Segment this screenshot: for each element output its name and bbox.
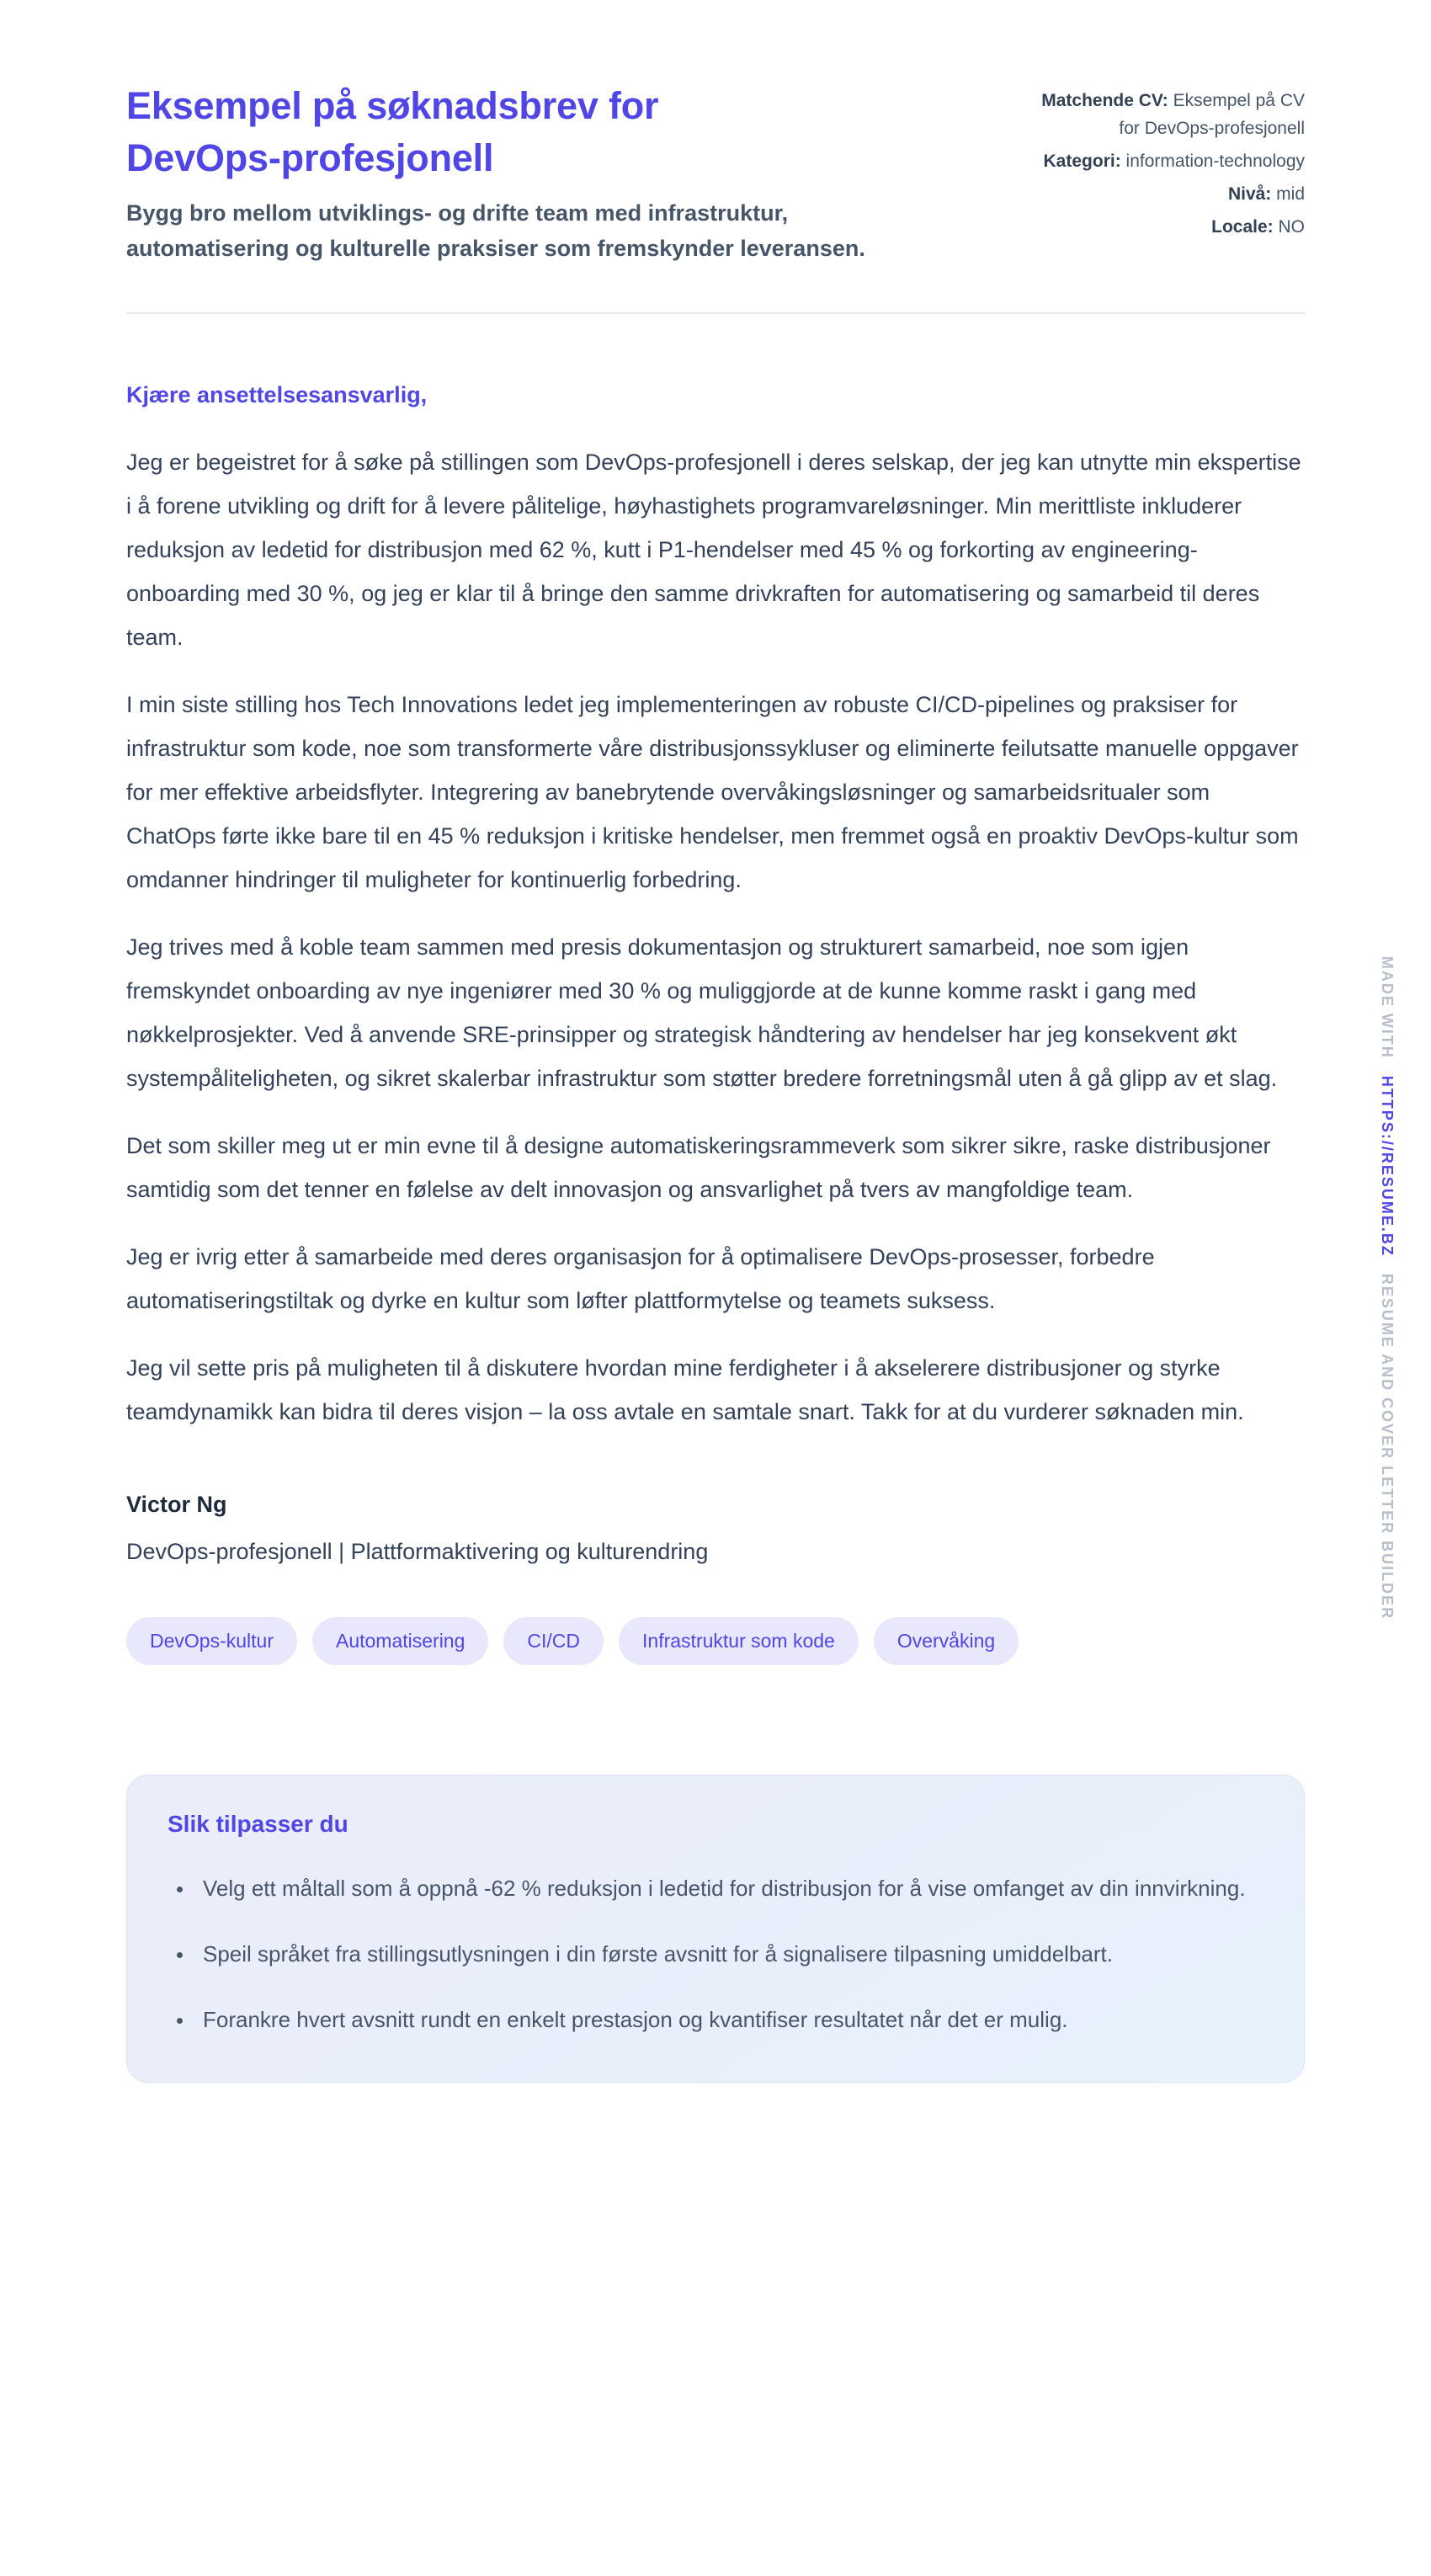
letter-paragraph-5: Jeg er ivrig etter å samarbeide med deres organisasjon for å optimalisere DevOps-prosesser, forbedre automatiseringstiltak og dyrke en kultur som løfter plattformytelse og teamets suksess. [126, 1243, 1155, 1313]
letter-paragraph-6: Jeg vil sette pris på muligheten til å diskutere hvordan mine ferdigheter i å akselerere distribusjoner og styrke teamdynamikk kan bidra til deres visjon – la oss avtale en samtale snart. Takk for at du vurderer søknaden min. [126, 1355, 1244, 1424]
made-with-label: MADE WITH [1379, 955, 1396, 1059]
tag-chip-infrastruktur-som-kode[interactable]: Infrastruktur som kode [619, 1617, 859, 1665]
meta-value: mid [1276, 184, 1305, 204]
meta-label: Locale: [1211, 217, 1274, 237]
signature-name: Victor Ng [126, 1491, 227, 1517]
builder-label: RESUME AND COVER LETTER BUILDER [1379, 1273, 1396, 1621]
tip-item-1: • Velg ett måltall som å oppnå -62 % reduksjon i ledetid for distribusjon for å vise omfanget av din innvirkning. [194, 1866, 1263, 1910]
meta-label: Matchende CV: [1041, 91, 1168, 110]
letter-paragraph-4: Det som skiller meg ut er min evne til å designe automatiskeringsrammeverk som sikrer sikre, raske distribusjoner samtidig som det tenner en følelse av delt innovasjon og ansvarlighet på tvers av mangfoldige team. [126, 1132, 1271, 1202]
made-with-watermark [1378, 956, 1396, 1620]
page-title: Eksempel på søknadsbrev for DevOps-profesjonell [126, 84, 659, 180]
tips-card [126, 1775, 1305, 2083]
tag-chip-cicd[interactable]: CI/CD [503, 1617, 604, 1665]
tags-list [126, 1617, 1305, 1665]
meta-label: Kategori: [1043, 152, 1121, 171]
signature-block [126, 1488, 1305, 1568]
meta-value: information-technology [1125, 152, 1305, 171]
tag-chip-overvaking[interactable]: Overvåking [874, 1617, 1019, 1665]
meta-row-level [1035, 180, 1305, 208]
header-divider [126, 312, 1305, 314]
tip-item-3: • Forankre hvert avsnitt rundt en enkelt prestasjon og kvantifiser resultatet når det er mulig. [194, 1998, 1263, 2041]
header [126, 80, 1305, 267]
cover-letter [126, 373, 1305, 2083]
letter-paragraph-1: Jeg er begeistret for å søke på stillingen som DevOps-profesjonell i deres selskap, der jeg kan utnytte min ekspertise i å forene utvikling og drift for å levere pålitelige, høyhastighets programvareløsninger. Min merittliste inkluderer reduksjon av ledetid for distribusjon med 62 %, kutt i P1-hendelser med 45 % og forkorting av engineering-onboarding med 30 %, og jeg er klar til å bringe den samme drivkraften for automatisering og samarbeid til deres team. [126, 449, 1301, 650]
letter-paragraph-3: Jeg trives med å koble team sammen med presis dokumentasjon og strukturert samarbeid, noe som igjen fremskyndet onboarding av nye ingeniører med 30 % og muliggjorde at de kunne komme raskt i gang med nøkkelprosjekter. Ved å anvende SRE-prinsipper og strategisk håndtering av hendelser har jeg konsekvent økt systempåliteligheten, og sikret skalerbar infrastruktur som støtter bredere forretningsmål uten å gå glipp av et slag. [126, 934, 1278, 1091]
meta-block [1035, 80, 1305, 246]
meta-value: Eksempel på CV for DevOps-profesjonell [1119, 91, 1305, 138]
tip-item-2: • Speil språket fra stillingsutlysningen i din første avsnitt for å signalisere tilpasning umiddelbart. [194, 1932, 1263, 1976]
tips-title: Slik tilpasser du [168, 1810, 348, 1837]
meta-value: NO [1278, 217, 1305, 237]
meta-row-locale [1035, 213, 1305, 241]
resume-bz-link[interactable]: HTTPS://RESUME.BZ [1379, 1075, 1396, 1257]
tag-chip-automatisering[interactable]: Automatisering [312, 1617, 488, 1665]
meta-row-category [1035, 147, 1305, 175]
meta-label: Nivå: [1227, 184, 1272, 204]
tag-chip-devops-kultur[interactable]: DevOps-kultur [126, 1617, 297, 1665]
letter-paragraph-2: I min siste stilling hos Tech Innovations ledet jeg implementeringen av robuste CI/CD-pipelines og praksiser for infrastruktur som kode, noe som transformerte våre distribusjonssykluser og eliminerte feilutsatte manuelle oppgaver for mer effektive arbeidsflyter. Integrering av banebrytende overvåkingsløsninger og samarbeidsritualer som ChatOps førte ikke bare til en 45 % reduksjon i kritiske hendelser, men fremmet også en proaktiv DevOps-kultur som omdanner hindringer til muligheter for kontinuerlig forbedring. [126, 691, 1299, 892]
letter-greeting: Kjære ansettelsesansvarlig, [126, 381, 428, 407]
page-subtitle: Bygg bro mellom utviklings- og drifte team med infrastruktur, automatisering og kulturelle praksiser som fremskynder leveransen. [126, 200, 865, 262]
signature-role: DevOps-profesjonell | Plattformaktivering og kulturendring [126, 1538, 709, 1564]
header-left [126, 80, 884, 267]
tips-list [168, 1866, 1263, 2041]
meta-row-matching-cv [1035, 87, 1305, 142]
